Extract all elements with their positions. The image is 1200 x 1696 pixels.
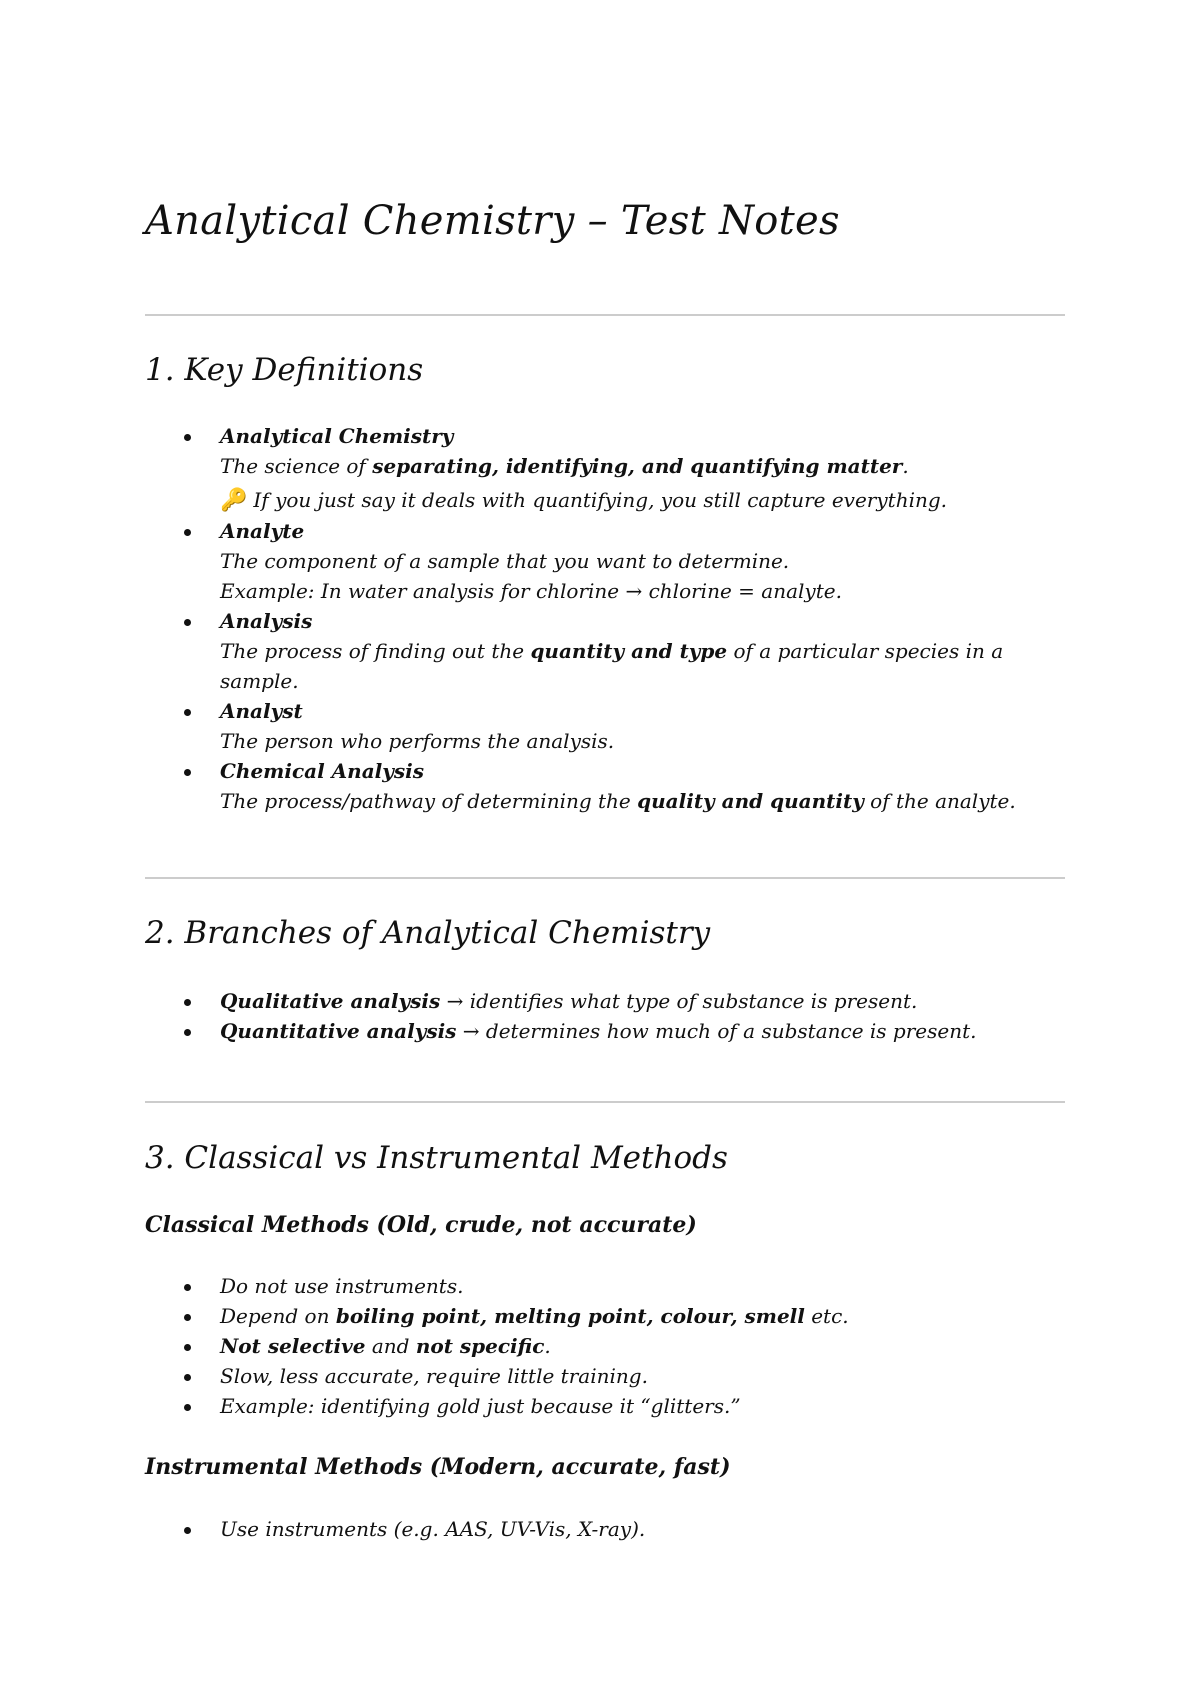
list-item <box>145 696 1065 756</box>
divider <box>145 877 1065 879</box>
subheading-instrumental-methods: Instrumental Methods (Modern, accurate, fast) <box>145 1454 731 1480</box>
section-heading-branches: 2. Branches of Analytical Chemistry <box>145 915 711 951</box>
branch-term: Quantitative analysis <box>220 1019 457 1043</box>
list-item: Qualitative analysis → identifies what type of substance is present. <box>145 986 1065 1016</box>
list-item <box>145 756 1065 816</box>
list-item: Not selective and not specific. <box>145 1331 1065 1361</box>
divider <box>145 314 1065 316</box>
definition-text: The component of a sample that you want to determine. <box>220 549 790 573</box>
definition-example: Example: In water analysis for chlorine → chlorine = analyte. <box>220 579 842 603</box>
definition-text: The person who performs the analysis. <box>220 729 615 753</box>
list-item: Quantitative analysis → determines how much of a substance is present. <box>145 1016 1065 1046</box>
list-item: Use instruments (e.g. AAS, UV-Vis, X-ray). <box>145 1514 1065 1544</box>
subheading-classical-methods: Classical Methods (Old, crude, not accurate) <box>145 1212 697 1238</box>
list-item: Slow, less accurate, require little training. <box>145 1361 1065 1391</box>
classical-methods-list <box>145 1271 1065 1421</box>
definitions-list <box>145 421 1065 816</box>
divider <box>145 1101 1065 1103</box>
instrumental-methods-list <box>145 1514 1065 1544</box>
key-icon: 🔑 <box>220 488 248 513</box>
section-heading-methods: 3. Classical vs Instrumental Methods <box>145 1140 728 1176</box>
section-heading-key-definitions: 1. Key Definitions <box>145 352 424 388</box>
list-item: Example: identifying gold just because it “glitters.” <box>145 1391 1065 1421</box>
list-item: Depend on boiling point, melting point, colour, smell etc. <box>145 1301 1065 1331</box>
definition-note: 🔑 If you just say it deals with quantifying, you still capture everything. <box>220 485 1065 516</box>
definition-term: Analysis <box>220 609 313 633</box>
definition-text: The process/pathway of determining the quality and quantity of the analyte. <box>220 789 1016 813</box>
definition-text: The science of separating, identifying, and quantifying matter. <box>220 454 909 478</box>
definition-term: Chemical Analysis <box>220 759 424 783</box>
definition-text: The process of finding out the quantity and type of a particular species in a sample. <box>220 639 1004 693</box>
branches-list <box>145 986 1065 1046</box>
list-item: Do not use instruments. <box>145 1271 1065 1301</box>
list-item <box>145 606 1065 696</box>
page-title: Analytical Chemistry – Test Notes <box>145 198 840 244</box>
definition-term: Analyst <box>220 699 303 723</box>
branch-term: Qualitative analysis <box>220 989 441 1013</box>
list-item <box>145 516 1065 606</box>
definition-term: Analytical Chemistry <box>220 424 454 448</box>
definition-term: Analyte <box>220 519 305 543</box>
list-item <box>145 421 1065 516</box>
